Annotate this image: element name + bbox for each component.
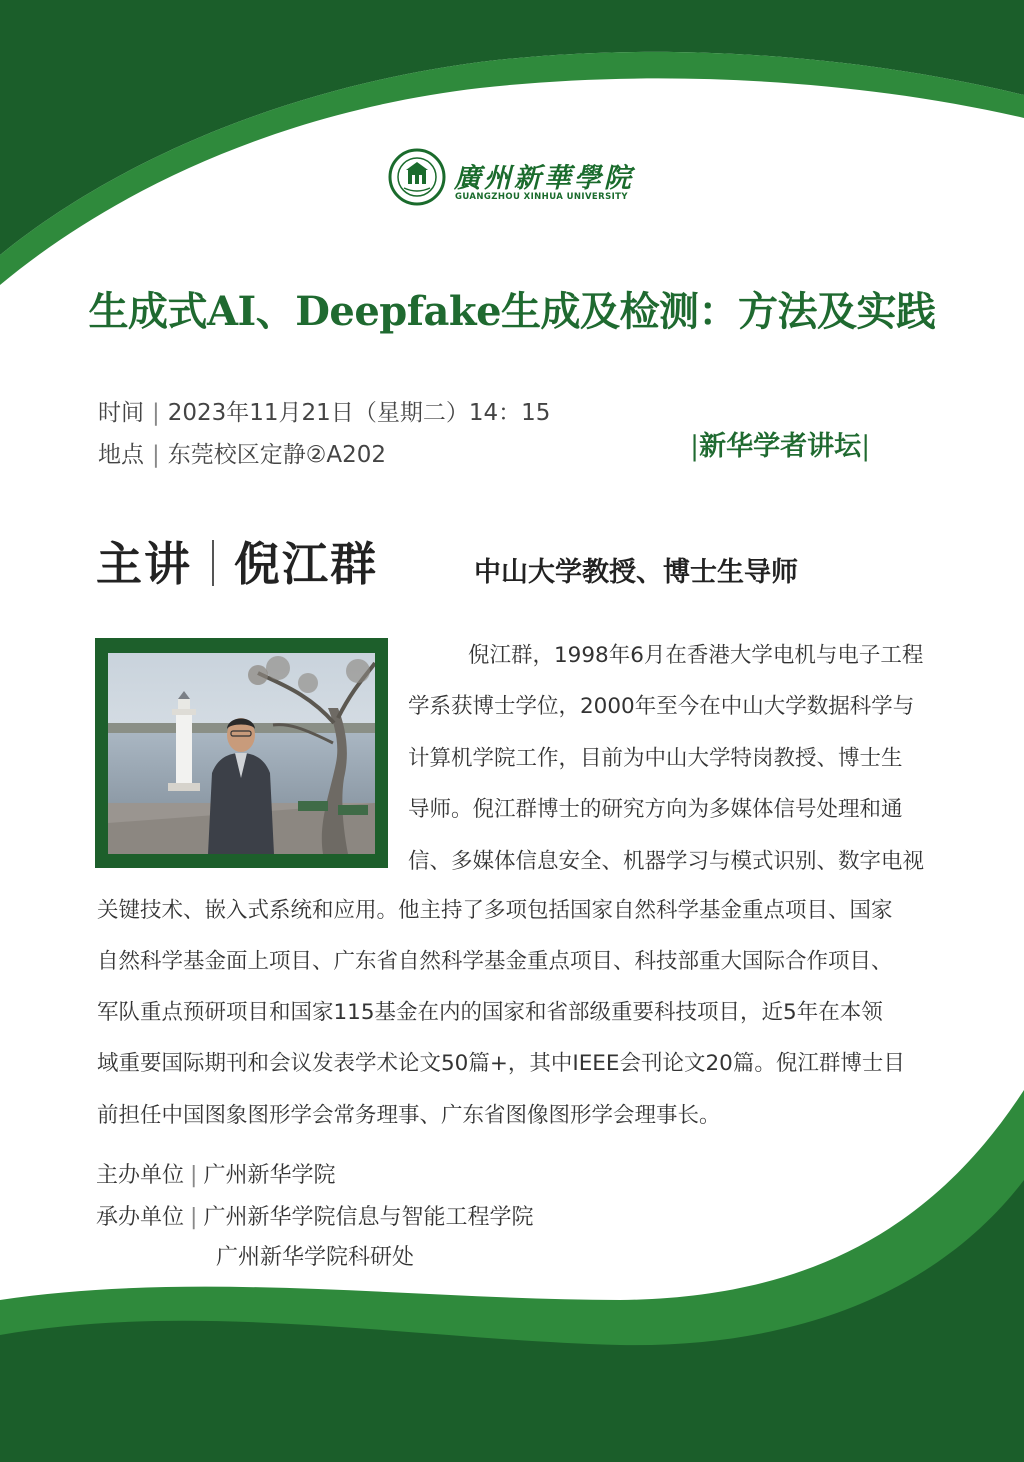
- separator: |: [152, 442, 160, 468]
- co-organizer-2: 广州新华学院科研处: [216, 1245, 415, 1270]
- university-seal-icon: [388, 148, 446, 206]
- host-label: 主办单位: [96, 1163, 185, 1188]
- host-organizer: [96, 1158, 335, 1189]
- event-place: [98, 436, 386, 469]
- university-name-cn: 廣州新華學院: [454, 163, 634, 194]
- bio-line: 学系获博士学位，2000年至今在中山大学数据科学与: [408, 694, 915, 719]
- bio-line: 计算机学院工作，目前为中山大学特岗教授、博士生: [408, 746, 903, 771]
- bio-line: 域重要国际期刊和会议发表学术论文50篇+，其中IEEE会刊论文20篇。倪江群博士目: [97, 1051, 905, 1076]
- speaker-name: 倪江群: [234, 537, 378, 591]
- co-value-1: 广州新华学院信息与智能工程学院: [203, 1205, 534, 1230]
- time-label: 时间: [98, 400, 144, 426]
- co-label: 承办单位: [96, 1205, 185, 1230]
- host-value: 广州新华学院: [203, 1163, 336, 1188]
- event-time: [98, 394, 550, 427]
- bio-line: 前担任中国图象图形学会常务理事、广东省图像图形学会理事长。: [97, 1103, 721, 1128]
- lecture-series-name: 新华学者讲坛: [699, 431, 862, 462]
- place-value: 东莞校区定静②A202: [167, 442, 387, 468]
- event-title: 生成式AI、Deepfake生成及检测：方法及实践: [88, 288, 936, 335]
- speaker-photo-frame: [95, 638, 388, 868]
- separator: |: [190, 1163, 198, 1188]
- separator: |: [152, 400, 160, 426]
- speaker-title: 中山大学教授、博士生导师: [474, 557, 798, 588]
- bio-line: 信、多媒体信息安全、机器学习与模式识别、数字电视: [408, 849, 925, 874]
- speaker-heading: [96, 528, 378, 594]
- university-name-en: GUANGZHOU XINHUA UNIVERSITY: [455, 192, 628, 202]
- bio-line: 倪江群，1998年6月在香港大学电机与电子工程: [468, 643, 924, 668]
- speaker-label: 主讲: [96, 537, 192, 591]
- lecture-series-badge: |新华学者讲坛|: [690, 431, 871, 462]
- speaker-divider: [212, 540, 214, 586]
- bio-line: 导师。倪江群博士的研究方向为多媒体信号处理和通: [408, 797, 903, 822]
- university-logo: [388, 148, 648, 210]
- place-label: 地点: [98, 442, 144, 468]
- co-organizer: [96, 1200, 533, 1231]
- separator: |: [190, 1205, 198, 1230]
- bio-line: 自然科学基金面上项目、广东省自然科学基金重点项目、科技部重大国际合作项目、: [97, 949, 893, 974]
- bio-line: 关键技术、嵌入式系统和应用。他主持了多项包括国家自然科学基金重点项目、国家: [97, 898, 893, 923]
- time-value: 2023年11月21日（星期二）14：15: [167, 400, 551, 426]
- bio-line: 军队重点预研项目和国家115基金在内的国家和省部级重要科技项目，近5年在本领: [97, 1000, 883, 1025]
- speaker-photo: [108, 653, 375, 854]
